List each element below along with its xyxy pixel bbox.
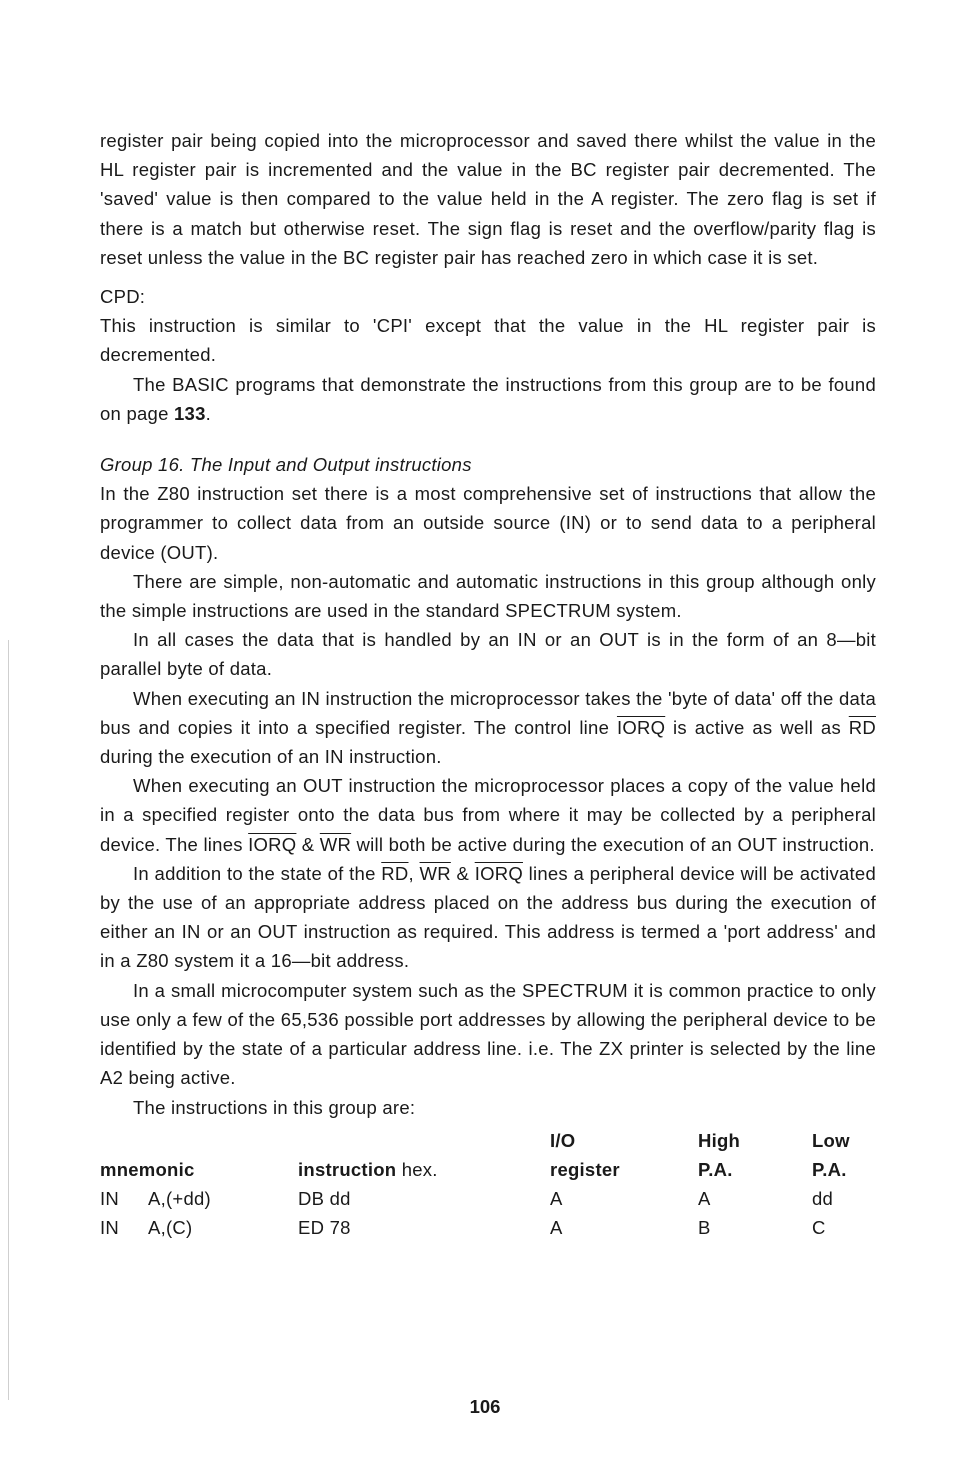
- table-row: [100, 1184, 876, 1213]
- header-mnemonic: mnemonic: [100, 1158, 195, 1180]
- header-low-pa: P.A.: [812, 1158, 847, 1180]
- p6-text-c: &: [450, 862, 475, 884]
- header-instruction-bold: instruction: [298, 1158, 397, 1180]
- group-paragraph-4: [100, 684, 876, 772]
- table-header-top: [100, 1126, 876, 1155]
- p6-text-b: ,: [408, 862, 420, 884]
- header-instruction-hex: hex.: [396, 1158, 438, 1180]
- row-operand: A,(C): [148, 1217, 193, 1239]
- row-op: IN: [100, 1188, 119, 1210]
- group-heading: Group 16. The Input and Output instructions: [100, 454, 472, 476]
- header-instruction: [298, 1155, 550, 1184]
- group-paragraph-5: [100, 771, 876, 859]
- row-high-pa: B: [698, 1217, 711, 1239]
- row-register: A: [550, 1188, 563, 1210]
- wr-signal: $\overline{WR}$: [419, 862, 451, 884]
- header-io: I/O: [550, 1129, 576, 1151]
- table-row: [100, 1213, 876, 1242]
- instruction-table: [100, 1126, 876, 1243]
- basic-end: .: [205, 402, 212, 424]
- row-register: A: [550, 1217, 563, 1239]
- intro-paragraph: register pair being copied into the microprocessor and saved there whilst the value in the HL register pair is incremented and the value in the BC register pair decremented. The 'saved' value is then compared to the value held in the A register. The zero flag is set if there is a match but otherwise reset. The sign flag is reset and the overflow/parity flag is reset unless the value in the BC register pair has reached zero in which case it is set.: [100, 130, 876, 268]
- header-high-pa: P.A.: [698, 1158, 733, 1180]
- p5-text-b: &: [296, 833, 320, 855]
- cpd-paragraph: This instruction is similar to 'CPI' except that the value in the HL register pair is decremented.: [100, 315, 876, 366]
- iorq-signal: IORQ: [474, 862, 523, 884]
- group-paragraph-8: The instructions in this group are:: [133, 1096, 416, 1118]
- p4-text-a: When executing an IN instruction the microprocessor takes the 'byte of data' off the data bus and copies it into a specified register. The control line: [100, 687, 876, 738]
- cpd-label: CPD:: [100, 286, 146, 308]
- p6-text-d: lines a peripheral device will be activated by the use of an appropriate address placed on the address bus during the execution of either an IN or an OUT instruction as required. This address is termed a 'port address' and in a Z80 system it a 16—bit address.: [100, 862, 876, 972]
- row-operand: A,(+dd): [148, 1188, 211, 1210]
- p4-text-b: is active as well as: [665, 716, 849, 738]
- page-number: 106: [469, 1396, 501, 1417]
- header-high: High: [698, 1129, 741, 1151]
- group-paragraph-7: In a small microcomputer system such as the SPECTRUM it is common practice to only use only a few of the 65,536 possible port addresses by allowing the peripheral device to be identified by the state of a particular address line. i.e. The ZX printer is selected by the line A2 being active.: [100, 979, 876, 1089]
- row-high-pa: A: [698, 1188, 711, 1210]
- row-low-pa: C: [812, 1217, 826, 1239]
- p5-text-a: When executing an OUT instruction the microprocessor places a copy of the value held in a specified register onto the data bus from where it may be collected by a peripheral device. The lines: [100, 775, 876, 855]
- iorq-signal: IORQ: [248, 833, 297, 855]
- p5-text-c: will both be active during the execution of an OUT instruction.: [351, 833, 875, 855]
- header-register: register: [550, 1158, 620, 1180]
- group-paragraph-3: In all cases the data that is handled by an IN or an OUT is in the form of an 8—bit parallel byte of data.: [100, 629, 876, 680]
- basic-text: The BASIC programs that demonstrate the instructions from this group are to be found on page: [100, 373, 876, 424]
- row-op: IN: [100, 1217, 119, 1239]
- row-hex: DB dd: [298, 1188, 351, 1210]
- body-text: [100, 126, 876, 1243]
- row-low-pa: dd: [812, 1188, 834, 1210]
- table-header: [100, 1155, 876, 1184]
- basic-page-ref: 133: [174, 402, 206, 424]
- header-low: Low: [812, 1129, 850, 1151]
- rd-signal: $\overline{RD}$: [381, 862, 409, 884]
- group-paragraph-1: In the Z80 instruction set there is a most comprehensive set of instructions that allow the programmer to collect data from an outside source (IN) or to send data to a peripheral device (OUT).: [100, 483, 876, 563]
- iorq-signal: IORQ: [616, 716, 666, 738]
- p4-text-c: during the execution of an IN instruction.: [100, 746, 442, 768]
- page-edge-line: [8, 640, 9, 1400]
- p6-text-a: In addition to the state of the: [133, 862, 382, 884]
- row-hex: ED 78: [298, 1217, 351, 1239]
- group-paragraph-2: There are simple, non-automatic and automatic instructions in this group although only the simple instructions are used in the standard SPECTRUM system.: [100, 570, 876, 622]
- wr-signal: $\overline{WR}$: [319, 833, 352, 855]
- rd-signal: $\overline{RD}$: [848, 716, 876, 738]
- group-paragraph-6: [100, 859, 876, 976]
- basic-programs-paragraph: [100, 370, 876, 428]
